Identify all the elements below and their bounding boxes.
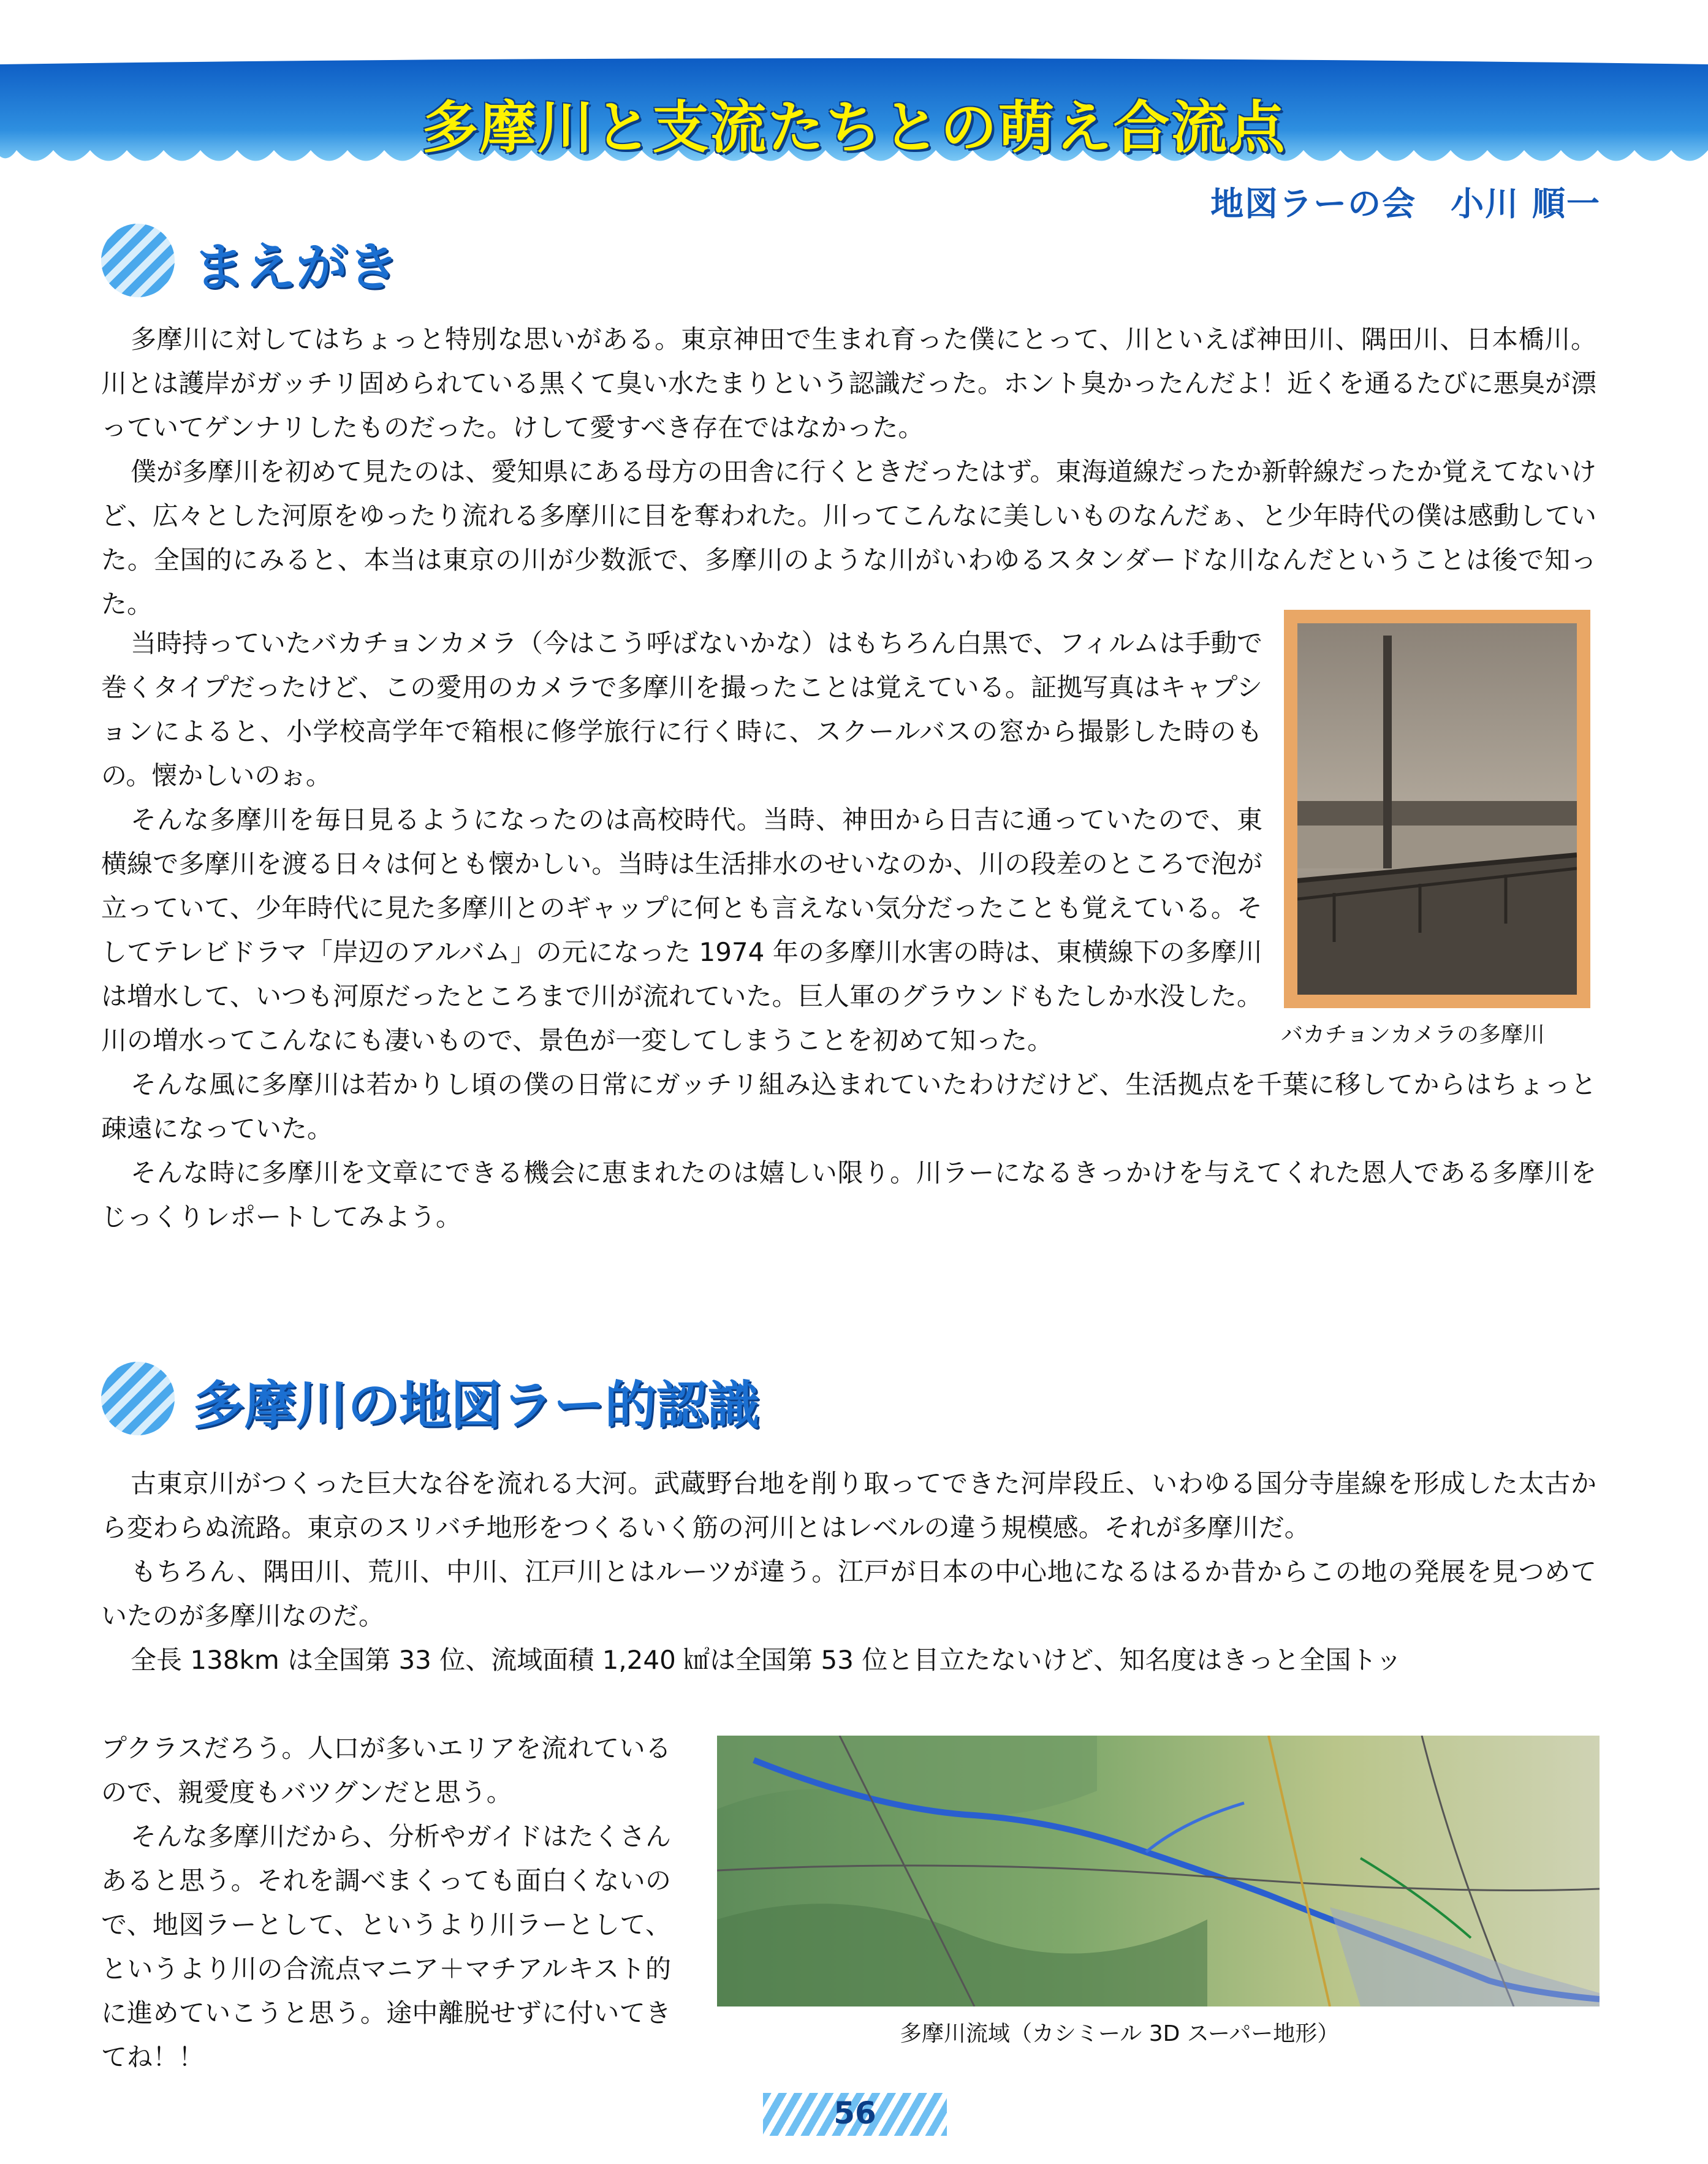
paragraph: 古東京川がつくった巨大な谷を流れる大河。武蔵野台地を削り取ってできた河岸段丘、いわゆる国分寺崖線を形成した太古から変わらぬ流路。東京のスリバチ地形をつくるいく筋の河川とはレベルの違う規模感。それが多摩川だ。 xyxy=(101,1468,1596,1543)
map-side-paragraphs xyxy=(101,1726,671,2079)
page-number-text: 56 xyxy=(833,2095,876,2131)
striped-circle-icon xyxy=(101,224,175,297)
paragraph: プクラスだろう。人口が多いエリアを流れているので、親愛度もバツグンだと思う。 xyxy=(101,1733,671,1807)
map-caption: 多摩川流域（カシミール 3D スーパー地形） xyxy=(900,2021,1340,2046)
river-photo-image xyxy=(1297,623,1577,995)
photo-caption: バカチョンカメラの多摩川 xyxy=(1281,1022,1545,1047)
author-name: 地図ラーの会 小川 順一 xyxy=(1210,184,1601,223)
striped-circle-icon xyxy=(101,1362,175,1435)
section-heading-text: 多摩川の地図ラー的認識 xyxy=(193,1375,760,1435)
paragraph: 多摩川に対してはちょっと特別な思いがある。東京神田で生まれ育った僕にとって、川といえば神田川、隅田川、日本橋川。川とは護岸がガッチリ固められている黒くて臭い水たまりという認識だった。ホント臭かったんだよ！近くを通るたびに悪臭が漂っていてゲンナリしたものだった。けして愛すべき存在ではなかった。 xyxy=(101,324,1596,442)
photo-side-paragraphs xyxy=(101,621,1262,1063)
paragraph: 僕が多摩川を初めて見たのは、愛知県にある母方の田舎に行くときだったはず。東海道線だったか新幹線だったか覚えてないけど、広々とした河原をゆったり流れる多摩川に目を奪われた。川ってこんなに美しいものなんだぁ、と少年時代の僕は感動していた。全国的にみると、本当は東京の川が少数派で、多摩川のような川がいわゆるスタンダードな川なんだということは後で知った。 xyxy=(101,457,1596,619)
paragraph: そんな多摩川だから、分析やガイドはたくさんあると思う。それを調べまくっても面白くないので、地図ラーとして、というより川ラーとして、というより川の合流点マニア＋マチアルキスト的に進めていこうと思う。途中離脱せずに付いてきてね！！ xyxy=(101,1821,671,2072)
title-banner xyxy=(0,58,1708,175)
intro-paragraphs xyxy=(101,317,1596,626)
recognition-paragraphs xyxy=(101,1462,1596,1682)
paragraph: 全長 138km は全国第 33 位、流域面積 1,240 ㎢は全国第 53 位と目立たないけど、知名度はきっと全国トッ xyxy=(131,1645,1402,1675)
closing-paragraphs xyxy=(101,1063,1596,1239)
paragraph: もちろん、隅田川、荒川、中川、江戸川とはルーツが違う。江戸が日本の中心地になるはるか昔からこの地の発展を見つめていたのが多摩川なのだ。 xyxy=(101,1557,1596,1631)
paragraph: そんな多摩川を毎日見るようになったのは高校時代。当時、神田から日吉に通っていたので、東横線で多摩川を渡る日々は何とも懐かしい。当時は生活排水のせいなのか、川の段差のところで泡が立っていて、少年時代に見た多摩川とのギャップに何とも言えない気分だったことも覚えている。そしてテレビドラマ「岸辺のアルバム」の元になった 1974 年の多摩川水害の時は、東横線下の多摩川は増水して、いつも河原だったところまで川が流れていた。巨人軍のグラウンドもたしか水没した。川の増水ってこんなにも凄いもので、景色が一変してしまうことを初めて知った。 xyxy=(101,805,1262,1055)
page-number xyxy=(763,2093,947,2136)
paragraph: そんな風に多摩川は若かりし頃の僕の日常にガッチリ組み込まれていたわけだけど、生活拠点を千葉に移してからはちょっと疎遠になっていた。 xyxy=(101,1069,1596,1144)
bakachon-photo xyxy=(1284,610,1590,1008)
section-heading-text: まえがき xyxy=(193,237,400,297)
tamagawa-basin-map xyxy=(717,1736,1600,2006)
paragraph: そんな時に多摩川を文章にできる機会に恵まれたのは嬉しい限り。川ラーになるきっかけを与えてくれた恩人である多摩川をじっくりレポートしてみよう。 xyxy=(101,1158,1596,1232)
paragraph: 当時持っていたバカチョンカメラ（今はこう呼ばないかな）はもちろん白黒で、フィルムは手動で巻くタイプだったけど、この愛用のカメラで多摩川を撮ったことは覚えている。証拠写真はキャプションによると、小学校高学年で箱根に修学旅行に行く時に、スクールバスの窓から撮影した時のもの。懐かしいのぉ。 xyxy=(101,628,1262,791)
page-title: 多摩川と支流たちとの萌え合流点 xyxy=(422,95,1286,161)
